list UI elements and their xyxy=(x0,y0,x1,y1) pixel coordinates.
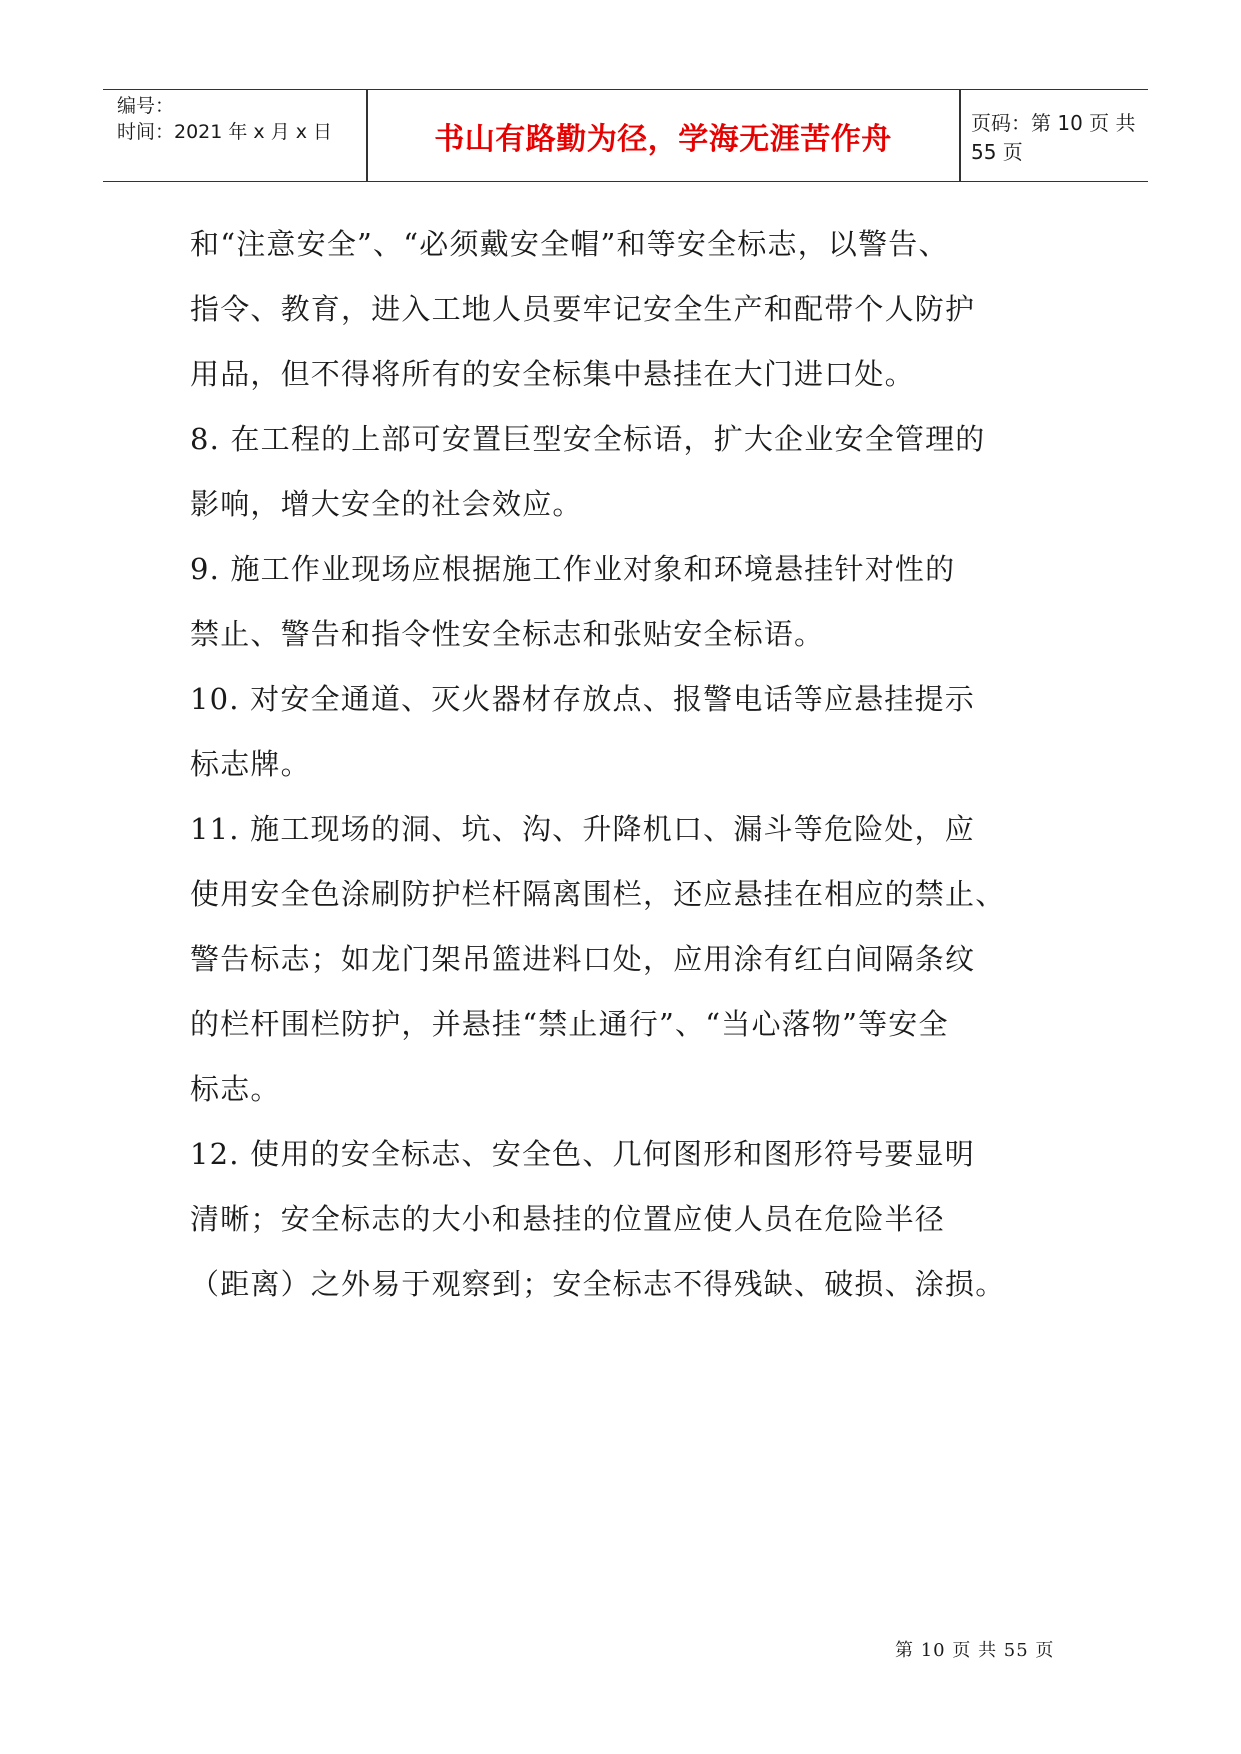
document-number-label: 编号： xyxy=(117,95,175,117)
text-line: 和“注意安全”、“必须戴安全帽”和等安全标志，以警告、 xyxy=(190,227,949,261)
body-text xyxy=(190,212,1075,1317)
text-line: 清晰；安全标志的大小和悬挂的位置应使人员在危险半径 xyxy=(190,1202,946,1236)
header-meta xyxy=(117,90,367,181)
text-line: 影响，增大安全的社会效应。 xyxy=(190,487,583,521)
text-line: 禁止、警告和指令性安全标志和张贴安全标语。 xyxy=(190,617,825,651)
header-divider-right xyxy=(959,90,961,181)
text-line: 使用安全色涂刷防护栏杆隔离围栏，还应悬挂在相应的禁止、 xyxy=(190,877,1006,911)
text-line: 标志。 xyxy=(190,1072,281,1106)
text-line: 12. 使用的安全标志、安全色、几何图形和图形符号要显明 xyxy=(190,1137,975,1171)
header-motto: 书山有路勤为径，学海无涯苦作舟 xyxy=(434,121,892,157)
text-line: 的栏杆围栏防护，并悬挂“禁止通行”、“当心落物”等安全 xyxy=(190,1007,949,1041)
text-line: 标志牌。 xyxy=(190,747,311,781)
document-time-label: 时间：2021 年 x 月 x 日 xyxy=(117,121,333,143)
text-line: 警告标志；如龙门架吊篮进料口处，应用涂有红白间隔条纹 xyxy=(190,942,976,976)
text-line: 指令、教育，进入工地人员要牢记安全生产和配带个人防护 xyxy=(190,292,976,326)
page-footer: 第 10 页 共 55 页 xyxy=(895,1640,1055,1661)
text-line: 用品，但不得将所有的安全标集中悬挂在大门进口处。 xyxy=(190,357,915,391)
header-page-code: 页码：第 10 页 共 55 页 xyxy=(971,110,1136,164)
text-line: 11. 施工现场的洞、坑、沟、升降机口、漏斗等危险处，应 xyxy=(190,812,975,846)
text-line: （距离）之外易于观察到；安全标志不得残缺、破损、涂损。 xyxy=(190,1267,1006,1301)
text-line: 9. 施工作业现场应根据施工作业对象和环境悬挂针对性的 xyxy=(190,552,956,586)
text-line: 10. 对安全通道、灭火器材存放点、报警电话等应悬挂提示 xyxy=(190,682,975,716)
page-header xyxy=(103,89,1148,182)
text-line: 8. 在工程的上部可安置巨型安全标语，扩大企业安全管理的 xyxy=(190,422,986,456)
